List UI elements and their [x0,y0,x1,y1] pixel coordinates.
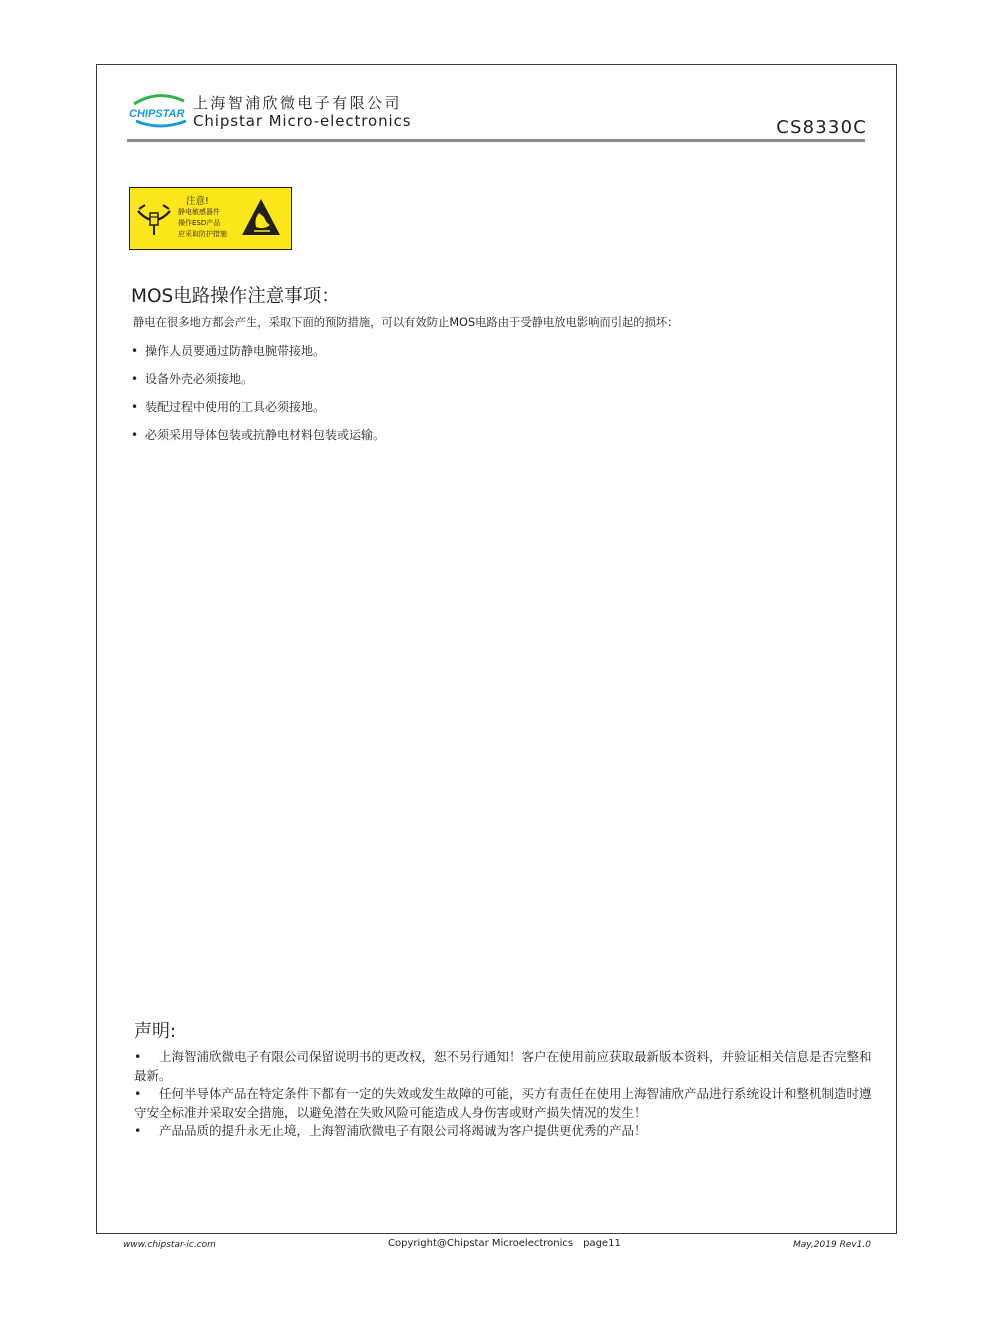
list-item [131,344,325,359]
mos-section-title: MOS电路操作注意事项： [131,286,340,307]
copyright-text: Copyright@Chipstar Microelectronics [388,1238,574,1249]
bullet-icon: • [131,372,139,386]
bullet-icon: • [134,1049,142,1064]
company-name-cn: 上海智浦欣微电子有限公司 [193,94,402,112]
part-number: CS8330C [776,117,867,138]
bullet-icon: • [131,428,139,442]
list-item [131,400,325,415]
list-item [131,428,385,443]
bullet-icon: • [131,344,139,358]
esd-line-2: 操作ESD产品 [178,219,221,227]
list-item [131,372,253,387]
footer-website-link[interactable]: www.chipstar-ic.com [123,1240,216,1250]
esd-triangle-icon [240,197,282,243]
esd-hand-icon [135,199,173,243]
mos-intro-text: 静电在很多地方都会产生，采取下面的预防措施，可以有效防止MOS电路由于受静电放电影响而引起的损坏： [133,316,679,329]
esd-warning-label [129,187,292,250]
declaration-item [134,1121,874,1140]
page-number: page11 [583,1238,621,1249]
footer-revision: May,2019 Rev1.0 [793,1240,871,1250]
declaration-item [134,1084,874,1122]
chipstar-logo [128,91,190,133]
bullet-icon: • [134,1123,142,1138]
bullet-icon: • [134,1086,142,1101]
list-item-text: 装配过程中使用的工具必须接地。 [145,400,326,414]
list-item-text: 必须采用导体包装或抗静电材料包装或运输。 [145,428,386,442]
declaration-title: 声明: [134,1021,177,1042]
declaration-item-text: 上海智浦欣微电子有限公司保留说明书的更改权，恕不另行通知！客户在使用前应获取最新版本资料，并验证相关信息是否完整和最新。 [134,1049,872,1083]
logo-text: CHIPSTAR [129,108,185,120]
list-item-text: 操作人员要通过防静电腕带接地。 [145,344,326,358]
declaration-item-text: 任何半导体产品在特定条件下都有一定的失效或发生故障的可能，买方有责任在使用上海智浦欣产品进行系统设计和整机制造时遵守安全标准并采取安全措施，以避免潜在失败风险可能造成人身伤害或财产损失情况的发生！ [134,1086,872,1120]
esd-line-1: 静电敏感器件 [178,208,220,216]
esd-line-3: 应采取防护措施 [178,230,227,238]
company-name-en: Chipstar Micro-electronics [193,112,412,130]
bullet-icon: • [131,400,139,414]
declaration-item-text: 产品品质的提升永无止境，上海智浦欣微电子有限公司将竭诚为客户提供更优秀的产品！ [159,1123,647,1138]
esd-attention-text: 注意! [186,196,209,207]
declaration-item [134,1047,874,1085]
footer-copyright [388,1238,621,1249]
list-item-text: 设备外壳必须接地。 [145,372,254,386]
header-divider [127,139,865,142]
